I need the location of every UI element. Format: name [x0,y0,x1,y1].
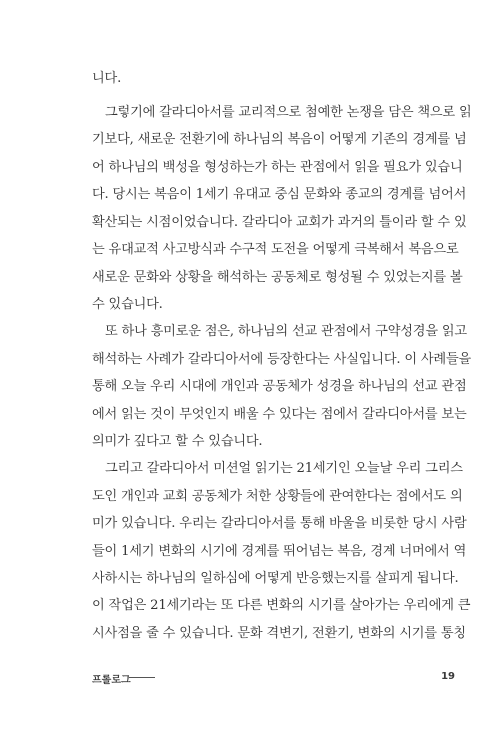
body-line: 수 있습니다. [92,297,163,312]
body-line: 해석하는 사례가 갈라디아서에 등장한다는 사실입니다. 이 사례들을 [92,352,472,367]
body-line: 도인 개인과 교회 공동체가 처한 상황들에 관여한다는 점에서도 의 [92,489,463,504]
body-line: 이 작업은 21세기라는 또 다른 변화의 시기를 살아가는 우리에게 큰 [92,598,471,613]
body-line: 새로운 문화와 상황을 해석하는 공동체로 형성될 수 있었는지를 볼 [92,270,463,285]
body-line: 니다. [92,71,122,86]
body-line: 그렇기에 갈라디아서를 교리적으로 첨예한 논쟁을 담은 책으로 읽 [105,105,472,120]
body-line: 어 하나님의 백성을 형성하는가 하는 관점에서 읽을 필요가 있습니 [92,160,463,175]
body-line: 사하시는 하나님의 일하심에 어떻게 반응했는지를 살피게 됩니다. [92,571,459,586]
body-line: 들이 1세기 변화의 시기에 경계를 뛰어넘는 복음, 경계 너머에서 역 [92,544,467,559]
body-line: 기보다, 새로운 전환기에 하나님의 복음이 어떻게 기존의 경계를 넘 [92,132,467,147]
body-line: 또 하나 흥미로운 점은, 하나님의 선교 관점에서 구약성경을 읽고 [105,324,467,339]
running-footer-section: 프롤로그 [92,675,131,686]
body-line: 미가 있습니다. 우리는 갈라디아서를 통해 바울을 비롯한 당시 사람 [92,516,467,531]
body-line: 는 유대교적 사고방식과 수구적 도전을 어떻게 극복해서 복음으로 [92,242,459,257]
body-line: 그리고 갈라디아서 미션얼 읽기는 21세기인 오늘날 우리 그리스 [105,461,463,476]
page-number: 19 [441,671,455,682]
body-line: 확산되는 시점이었습니다. 갈라디아 교회가 과거의 틀이라 할 수 있 [92,215,467,230]
body-line: 에서 읽는 것이 무엇인지 배울 수 있다는 점에서 갈라디아서를 보는 [92,407,467,422]
body-line: 의미가 깊다고 할 수 있습니다. [92,434,263,449]
body-line: 시사점을 줄 수 있습니다. 문화 격변기, 전환기, 변화의 시기를 통칭 [92,626,466,641]
body-line: 다. 당시는 복음이 1세기 유대교 중심 문화와 종교의 경계를 넘어서 [92,187,467,202]
footer-divider [129,677,155,678]
body-line: 통해 오늘 우리 시대에 개인과 공동체가 성경을 하나님의 선교 관점 [92,379,467,394]
